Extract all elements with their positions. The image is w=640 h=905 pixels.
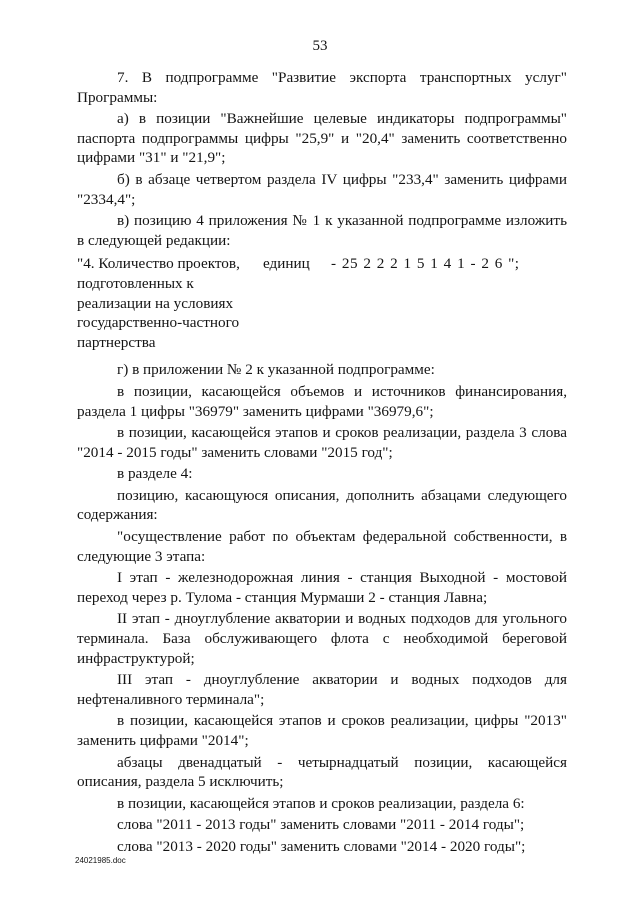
document-body (77, 68, 567, 859)
indicator-table-row (77, 254, 567, 352)
paragraph: в позиции, касающейся этапов и сроков реализации, раздела 3 слова "2014 - 2015 годы" заменить словами "2015 год"; (77, 424, 567, 461)
paragraph: позицию, касающуюся описания, дополнить абзацами следующего содержания: (77, 486, 567, 524)
file-name-footer: 24021985.doc (75, 856, 126, 865)
paragraph: "осуществление работ по объектам федеральной собственности, в следующие 3 этапа: (77, 528, 567, 565)
paragraph: слова "2013 - 2020 годы" заменить словами "2014 - 2020 годы"; (117, 837, 526, 855)
paragraph: 7. В подпрограмме "Развитие экспорта транспортных услуг" Программы: (77, 69, 567, 106)
paragraph: слова "2011 - 2013 годы" заменить словами "2011 - 2014 годы"; (117, 816, 525, 834)
paragraph: в позиции, касающейся объемов и источников финансирования, раздела 1 цифры "36979" заменить цифрами "36979,6"; (77, 382, 567, 420)
paragraph: а) в позиции "Важнейшие целевые индикаторы подпрограммы" паспорта подпрограммы цифры "25,9" и "20,4" заменить соответственно цифрами "31" и "21,9"; (77, 110, 567, 167)
page-number: 53 (312, 38, 328, 54)
paragraph: абзацы двенадцатый - четырнадцатый позиции, касающейся описания, раздела 5 исключить; (77, 753, 567, 791)
indicator-values: - 25 2 2 2 1 5 1 4 1 - 2 6 "; (331, 255, 520, 273)
paragraph: в позиции, касающейся этапов и сроков реализации, цифры "2013" заменить цифрами "2014"; (77, 712, 567, 749)
paragraph: I этап - железнодорожная линия - станция Выходной - мостовой переход через р. Тулома - станция Мурмаши 2 - станция Лавна; (77, 569, 567, 606)
paragraph: г) в приложении № 2 к указанной подпрограмме: (117, 361, 435, 379)
paragraph: в позиции, касающейся этапов и сроков реализации, раздела 6: (117, 794, 525, 812)
paragraph: в разделе 4: (117, 465, 193, 483)
paragraph: III этап - дноуглубление акватории и водных подходов для нефтеналивного терминала"; (77, 671, 567, 708)
indicator-name: "4. Количество проектов, подготовленных к реализации на условиях государственно-частного партнерства (77, 255, 240, 351)
paragraph: в) позицию 4 приложения № 1 к указанной подпрограмме изложить в следующей редакции: (77, 212, 567, 249)
paragraph: б) в абзаце четвертом раздела IV цифры "233,4" заменить цифрами "2334,4"; (77, 170, 567, 208)
indicator-unit: единиц (263, 255, 310, 273)
paragraph: II этап - дноуглубление акватории и водных подходов для угольного терминала. База обслуживающего флота с необходимой береговой инфраструктурой; (77, 610, 567, 667)
